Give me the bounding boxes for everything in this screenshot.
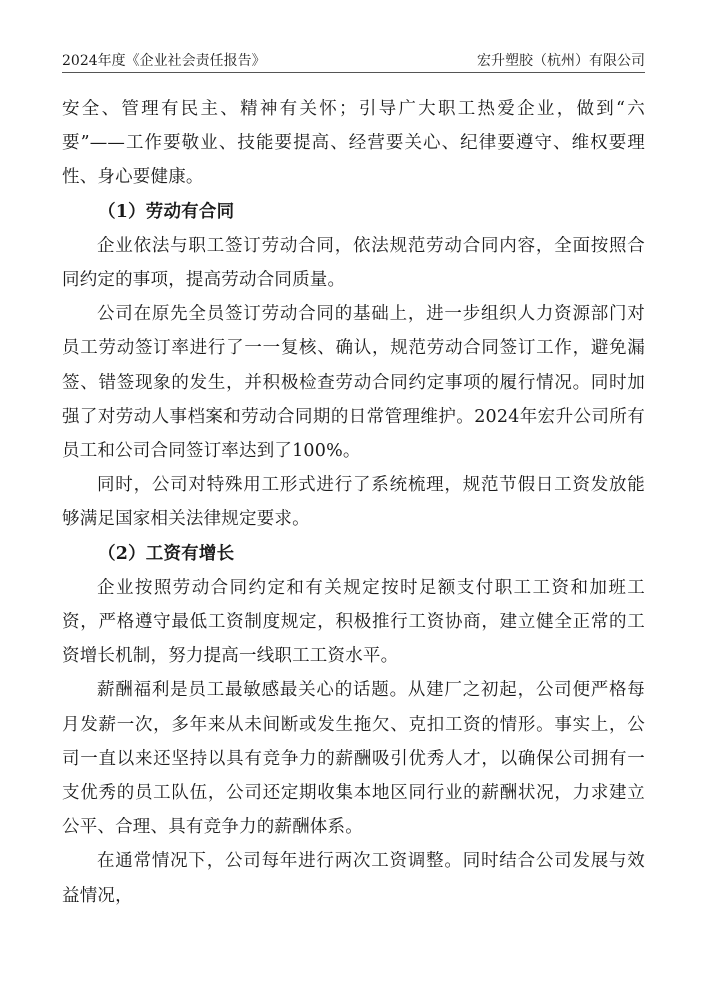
paragraph: 公司在原先全员签订劳动合同的基础上，进一步组织人力资源部门对员工劳动签订率进行了一一复核、确认，规范劳动合同签订工作，避免漏签、错签现象的发生，并积极检查劳动合同约定事项的履行情况。同时加强了对劳动人事档案和劳动合同期的日常管理维护。2024年宏升公司所有员工和公司合同签订率达到了100%。 (62, 304, 645, 462)
document-body (62, 92, 645, 913)
paragraph: 在通常情况下，公司每年进行两次工资调整。同时结合公司发展与效益情况， (62, 851, 645, 906)
paragraph: 薪酬福利是员工最敏感最关心的话题。从建厂之初起，公司便严格每月发薪一次，多年来从未间断或发生拖欠、克扣工资的情形。事实上，公司一直以来还坚持以具有竞争力的薪酬吸引优秀人才，以确保公司拥有一支优秀的员工队伍，公司还定期收集本地区同行业的薪酬状况，力求建立公平、合理、具有竞争力的薪酬体系。 (62, 680, 645, 838)
section-heading-wage-growth: （2）工资有增长 (98, 543, 235, 564)
page-header (62, 50, 645, 73)
header-company-name: 宏升塑胶（杭州）有限公司 (477, 53, 645, 69)
paragraph: 企业按照劳动合同约定和有关规定按时足额支付职工工资和加班工资，严格遵守最低工资制度规定，积极推行工资协商，建立健全正常的工资增长机制，努力提高一线职工工资水平。 (62, 577, 645, 667)
paragraph: 同时，公司对特殊用工形式进行了系统梳理，规范节假日工资发放能够满足国家相关法律规定要求。 (62, 475, 645, 530)
paragraph-continued: 安全、管理有民主、精神有关怀；引导广大职工热爱企业，做到“六要”——工作要敬业、技能要提高、经营要关心、纪律要遵守、维权要理性、身心要健康。 (62, 99, 645, 188)
header-report-title: 2024年度《企业社会责任报告》 (62, 53, 266, 69)
paragraph: 企业依法与职工签订劳动合同，依法规范劳动合同内容，全面按照合同约定的事项，提高劳动合同质量。 (62, 235, 645, 291)
section-heading-labor-contract: （1）劳动有合同 (98, 201, 235, 222)
